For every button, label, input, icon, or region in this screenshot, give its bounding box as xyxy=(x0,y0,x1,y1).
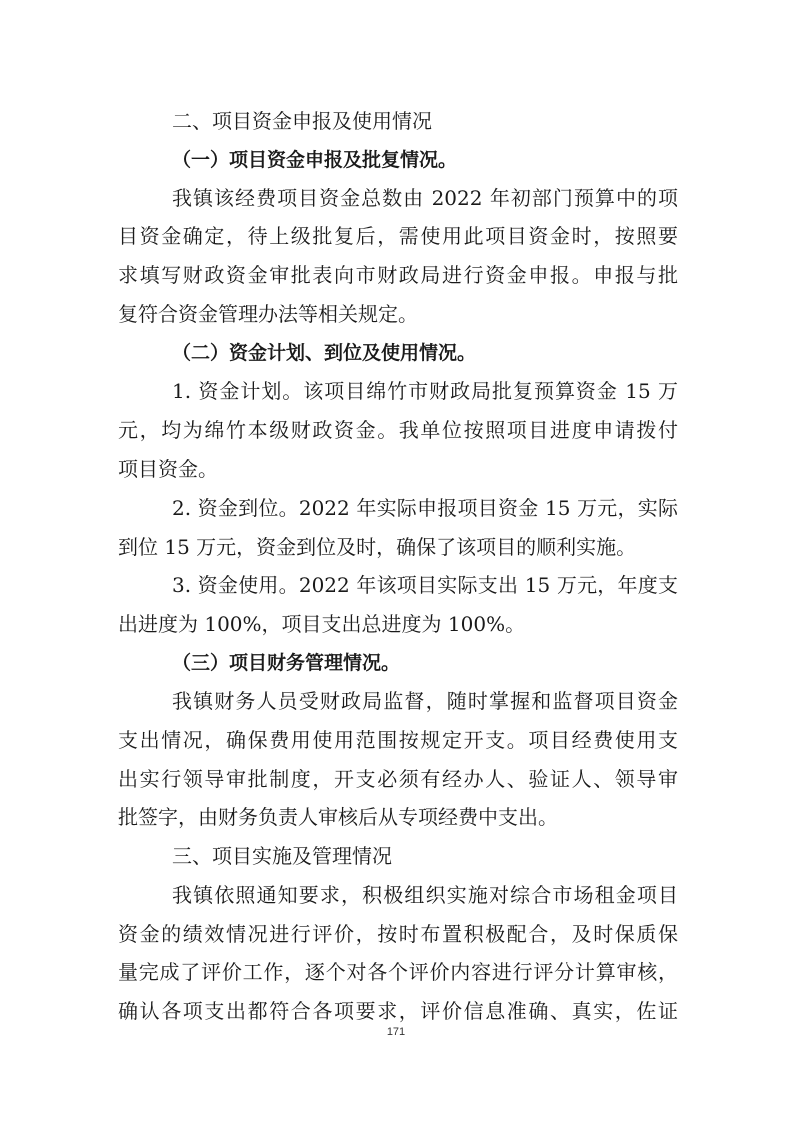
paragraph-line: 确认各项支出都符合各项要求，评价信息准确、真实，佐证 xyxy=(118,999,678,1023)
page-number: 171 xyxy=(386,1026,406,1038)
paragraph-line: 支出情况，确保费用使用范围按规定开支。项目经费使用支 xyxy=(118,728,678,752)
paragraph-line: 我镇该经费项目资金总数由 2022 年初部门预算中的项 xyxy=(172,186,678,210)
paragraph-line: 求填写财政资金审批表向市财政局进行资金申报。申报与批 xyxy=(118,263,678,287)
paragraph-line: 复符合资金管理办法等相关规定。 xyxy=(118,302,418,326)
subsection-2-heading: （二）资金计划、到位及使用情况。 xyxy=(172,342,477,364)
section-2-title: 二、项目资金申报及使用情况 xyxy=(172,109,432,133)
paragraph-line: 2. 资金到位。2022 年实际申报项目资金 15 万元，实际 xyxy=(172,496,678,520)
paragraph-line: 批签字，由财务负责人审核后从专项经费中支出。 xyxy=(118,805,558,829)
paragraph-line: 我镇财务人员受财政局监督，随时掌握和监督项目资金 xyxy=(172,689,678,713)
subsection-3-heading: （三）项目财务管理情况。 xyxy=(172,652,401,674)
paragraph-line: 1. 资金计划。该项目绵竹市财政局批复预算资金 15 万 xyxy=(172,379,678,403)
section-3-title: 三、项目实施及管理情况 xyxy=(172,844,392,868)
paragraph-line: 项目资金。 xyxy=(118,457,218,481)
paragraph-line: 资金的绩效情况进行评价，按时布置积极配合，及时保质保 xyxy=(118,922,678,946)
subsection-1-heading: （一）项目资金申报及批复情况。 xyxy=(172,149,458,171)
paragraph-line: 量完成了评价工作，逐个对各个评价内容进行评分计算审核， xyxy=(118,960,678,984)
paragraph-line: 3. 资金使用。2022 年该项目实际支出 15 万元，年度支 xyxy=(172,573,678,597)
paragraph-line: 元，均为绵竹本级财政资金。我单位按照项目进度申请拨付 xyxy=(118,418,678,442)
paragraph-line: 出实行领导审批制度，开支必须有经办人、验证人、领导审 xyxy=(118,767,678,791)
paragraph-line: 我镇依照通知要求，积极组织实施对综合市场租金项目 xyxy=(172,883,678,907)
paragraph-line: 目资金确定，待上级批复后，需使用此项目资金时，按照要 xyxy=(118,224,678,248)
paragraph-line: 出进度为 100%，项目支出总进度为 100%。 xyxy=(118,612,526,636)
paragraph-line: 到位 15 万元，资金到位及时，确保了该项目的顺利实施。 xyxy=(118,535,637,559)
